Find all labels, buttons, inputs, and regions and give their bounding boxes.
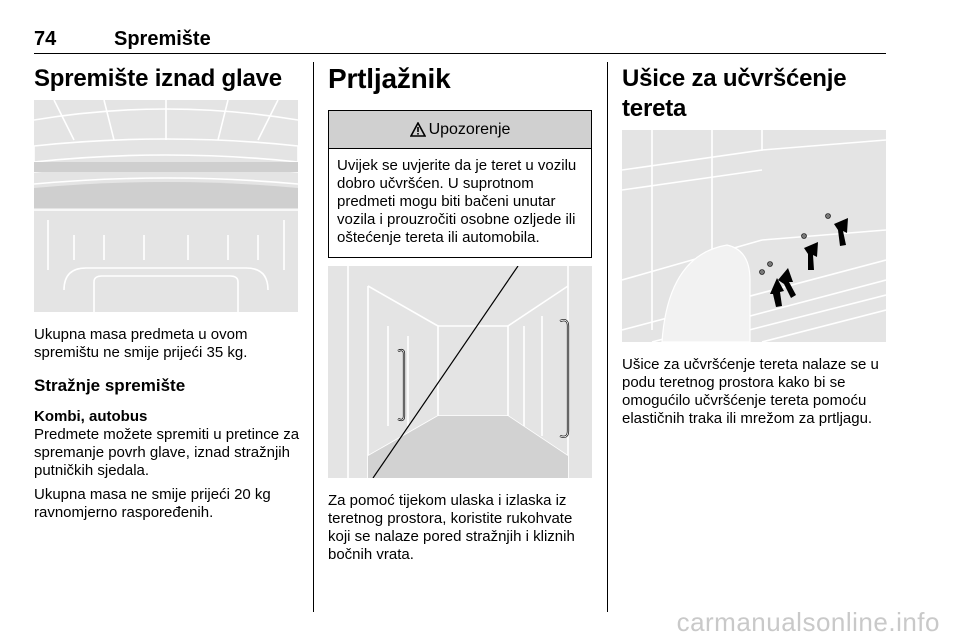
page-number: 74 [34,28,57,50]
watermark: carmanualsonline.info [676,607,940,637]
warning-box [328,110,592,258]
overhead-storage-caption: Ukupna masa predmeta u ovom spremištu ne smije prijeći 35 kg. [34,326,248,361]
cargo-area-illustration [328,266,592,478]
warning-header [329,111,591,149]
section-title: Spremište [114,28,211,50]
cargo-area-caption: Za pomoć tijekom ulaska i izlaska iz teretnog prostora, koristite rukohvate koji se nalaze pored stražnjih i kliznih bočnih vrata. [328,492,575,563]
column-cargo-area [328,62,592,564]
column-lashing-eyes [622,62,886,428]
column-divider [313,62,314,612]
overhead-storage-illustration [34,100,298,312]
column-overhead-storage [34,62,300,522]
column-divider [607,62,608,612]
rear-storage-heading: Stražnje spremište [34,376,186,395]
van-bus-heading: Kombi, autobus [34,408,148,425]
cargo-area-title: Prtljažnik [328,63,451,94]
lashing-eyes-illustration [622,130,886,342]
warning-triangle-icon [410,122,426,137]
lashing-eyes-title: Ušice za učvršćenje tereta [622,65,847,122]
lashing-eye-icon [760,270,765,275]
rear-storage-paragraph: Predmete možete spremiti u pretince za spremanje povrh glave, iznad stražnjih putničkih sjedala. [34,426,300,479]
rear-storage-weight-paragraph: Ukupna masa ne smije prijeći 20 kg ravnomjerno raspoređenih. [34,486,271,521]
lashing-eye-icon [768,262,773,267]
lashing-eye-icon [802,234,807,239]
lashing-eyes-caption: Ušice za učvršćenje tereta nalaze se u podu teretnog prostora kako bi se omogućilo učvršćenje tereta pomoću elastičnih traka ili mrežom za prtljagu. [622,356,879,427]
overhead-storage-title: Spremište iznad glave [34,65,282,92]
page-header [34,28,886,54]
warning-title: Upozorenje [428,120,511,138]
warning-text: Uvijek se uvjerite da je teret u vozilu dobro učvršćen. U suprotnom predmeti mogu biti bačeni unutar vozila i prouzročiti osobne ozljede ili oštećenje tereta ili automobila. [337,157,577,246]
lashing-eye-icon [826,214,831,219]
